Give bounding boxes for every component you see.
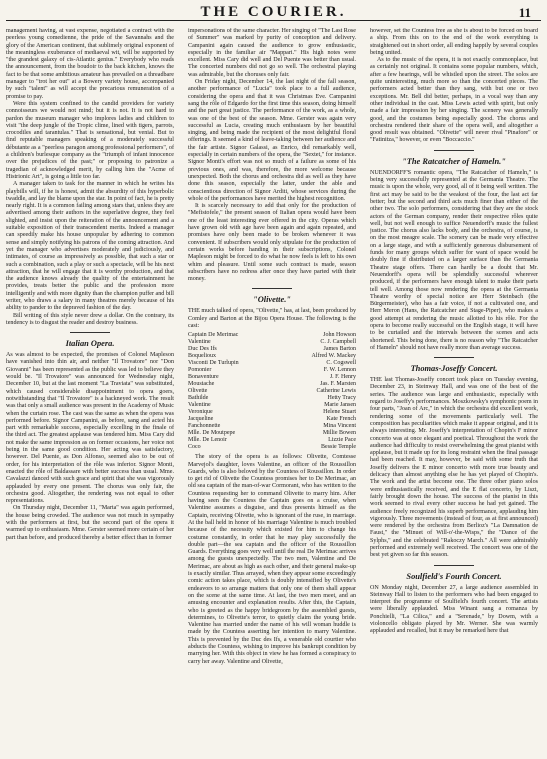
article-paragraph: As to the music of the opera, it is not exactly commonplace, but as certainly not original. It contains some popular numbers, which, after a few hearings, will be whistled upon the street. The solos are quite uninteresting, much more so than the concerted pieces. The performers acted better than they sang, with but one or two exceptions. Mr. Bell did better, perhaps, in a vocal way than any other individual in the cast. Miss Lewis acted with spirit, but only made a fair impression by her singing. The scenery was generally good, and the costumes being especially good. The chorus and orchestra rendered their share of the opera well, and altogether a good result was obtained. "Olivette" will never rival "Pinafore" or "Fatinitza," however, or even "Boccaccio."	[370, 57, 538, 144]
article-paragraph: On Friday night, December 14, the last night of the fall season, another performance of "Lucia" took place to a full audience, considering the opera and that it was Christmas Eve. Campanini sang the rôle of Edgardo for the first time this season, doing himself and the part great justice. The performance of the work, as a whole, was one of the best of the season. Mme. Gerster was again very successful as Lucia, creating much enthusiasm by her beautiful singing, and being made the recipient of the most delightful floral offerings. It seemed a kind of leave-taking between her audience and the fair artiste. Signor Galassi, as Enrico, did remarkably well, especially in certain numbers of the opera, the "Sextet," for instance. Signor Monti's effort was not so much of a failure as some of his previous ones, and was, therefore, the more welcome because unexpected. Both the chorus and orchestra did as well as they have done this season, especially the latter, under the able and conscientious direction of Signor Arditi, whose services during the whole of the performances have merited the highest recognition.	[188, 79, 356, 202]
section-title-soulfield: Soulfield's Fourth Concert.	[406, 571, 502, 581]
article-paragraph: NUENDORFF'S romantic opera, "The Ratcatcher of Hameln," is being very successfully represented at the Germania Theatre. The music is upon the whole, very good, all of it being well written. The first act may be said to be the weakest of the four, the last act far better; but the second and third acts much finer than either of the other two. The solo performers, considering that they are the stock actors of the German company, render their respective rôles quite well, but not well enough to suffice Neuendorff's music the fullest justice. The chorus also lacks body, and the orchestra, of course, is on the most meagre scale. The scenery can be made very effective on a large stage, and with a sufficiently generous disbursement of funds for many groups which suffer for want of space would be doubly fine if distributed on a larger surface than the Germania Theatre stage offers. There can hardly be a doubt that Mr. Neuendorff's opera will be splendidly successful wherever produced, if the performers have enough talent to make their parts tell well. Among those now rendering the opera at the Germania Theatre worthy of special notice are Herr Steinbach (the Bürgermeister), who has a fair voice, if not a cultivated one, and Herr Meron (Hans, the Ratcatcher and Stage-Piper), who makes a good attempt at rendering the music allotted to his rôle. For the opera to become really successful on the English stage, it will have to be curtailed and the intervals between the scenes and acts shortened. This being done, there is no reason why "The Ratcatcher of Hameln" should not have really more than average success.	[370, 169, 538, 351]
article-paragraph: It is scarcely necessary to add that only for the production of "Mefistofele," the present season of Italian opera would have been one of the least interesting ever offered in the city. Operas which have grown old with age have been again and again repeated, and promises have only been made to be broken whenever it was convenient. If subscribers would only stipulate for the production of certain works before handing in their subscriptions, Colonel Mapleson might be forced to do what he now feels is left to his own whim and pleasure. Until some such contract is made, season subscribers have no redress after once they have parted with their money.	[188, 203, 356, 283]
article-paragraph: On Thursday night, December 11, "Marta" was again performed, the house being crowded. The audience was not much in sympathy with the performers at first, but the second part of the opera it warmed up to enthusiasm. Mme. Gerster seemed more certain of her part than before, and produced thereby a better effect than in former	[6, 505, 174, 541]
cast-actor: Helene Stuart	[323, 409, 356, 416]
cast-actor: Mina Vincent	[323, 423, 356, 430]
cast-actor: Alfred W. Mackey	[311, 353, 356, 360]
cast-actor: Marie Jansen	[324, 402, 356, 409]
cast-row	[188, 374, 356, 381]
cast-row	[188, 430, 356, 437]
article-paragraph: Were this system confined to the candid providers for variety connoisseurs we would not mind; but it is not. It is not hard to pardon the museum manager who implores ladies and children to visit "the deep jungle of the Tropic clime, lined with tigers, parrots, crocodiles and tarantulas." That is sensational, but venial. But to find reputable managers speaking of a moderately successful débutante as a "peerless paragon among professional performers", of a children's burlesque company as the "triumph of infant innocence over the prejudices of the past;" or proposing to patronize a tragedian of acknowledged merit, by calling him the "Acme of Histrionic Art", is going a little too far.	[6, 100, 174, 180]
masthead: THE COURIER.	[200, 4, 347, 20]
cast-actor: Jas. F. Marsten	[320, 381, 356, 388]
cast-row	[188, 360, 356, 367]
cast-actor: Lizzie Pace	[328, 437, 356, 444]
cast-role: Veronique	[188, 409, 213, 416]
article-paragraph: THE last Thomas-Joseffy concert took place on Tuesday evening, December 23, in Steinway Hall, and was one of the best of the series. The audience was large and enthusiastic, especially with regard to Joseffy's performances. Moszkowsky's symphonic poem in four parts, "Joan of Arc," in which the orchestra did excellent work, rendering some of the movements particularly well. The composition has peculiarities which make it appear original, and it is always interesting. Mr. Joseffy's interpretation of Chopin's F minor concerto was at once elegant and poetical. Throughout the work the audience had difficulty to resist overwhelming the great pianist with applause, but it made up for its long restraint when the final passage had been reached. It may, however, be said with some truth that Joseffy delivers the E minor concerto with more true beauty and delicacy than almost anything else he has yet played of Chopin's. The work and the artist become one. The three other piano solos were enthusiastically received, and the E flat concerto, by Liszt, fairly brought down the house. The success of the pianist in this work seemed to rival every other success he had yet gained. The audience freely recognized his superb performance, applauding him vigorously. Three movements (instead of four, as at first announced) were rendered by the orchestra from Berlioz's "La Damnation de Faust," the "Minuet of Will-o'-the-Wisps," the "Dance of the Sylphs," and the celebrated "Rakoczy March." All were admirably performed and extremely well received. The concert was one of the best yet given so far this season.	[370, 377, 538, 559]
cast-row	[188, 416, 356, 423]
cast-role: Mlle. De Lenoir	[188, 437, 227, 444]
cast-row	[188, 444, 356, 451]
cast-role: Olivette	[188, 388, 208, 395]
cast-actor: Kate French	[326, 416, 356, 423]
cast-actor: Millie Bowen	[322, 430, 356, 437]
cast-row	[188, 437, 356, 444]
section-title-thomas-joseffy: Thomas-Joseffy Concert.	[410, 364, 498, 374]
cast-role: Visconti De Turlupin	[188, 360, 239, 367]
cast-list	[188, 332, 356, 451]
cast-row	[188, 409, 356, 416]
cast-row	[188, 423, 356, 430]
cast-actor: James Barton	[323, 346, 356, 353]
column-2	[188, 28, 356, 752]
section-divider	[70, 332, 110, 333]
section-divider	[434, 357, 474, 358]
cast-actor: Hetty Tracy	[327, 395, 356, 402]
section-title-italian-opera: Italian Opera.	[65, 339, 115, 349]
cast-row	[188, 388, 356, 395]
cast-actor: Bessie Temple	[321, 444, 356, 451]
article-paragraph: however, set the Countess free as she is about to be forced on board a ship. From this on to the end of the work everything is straightened out in short order, all ending happily by several couples being united.	[370, 28, 538, 56]
section-title-olivette: "Olivette."	[253, 295, 291, 305]
section-divider	[434, 565, 474, 566]
section-divider	[434, 150, 474, 151]
cast-role: Mlle. De Moutpepe	[188, 430, 236, 437]
cast-role: Boquelioux	[188, 353, 216, 360]
article-paragraph: As was almost to be expected, the promises of Colonel Mapleson have vanished into thin air, and neither "Il Trovatore" nor "Don Giovanni" has been represented as the public was led to believe they would be. "Il Trovatore" was announced for Wednesday night, December 10, but at the last moment "La Traviata" was substituted, which caused considerable disappointment to opera goers, notwithstanding that "Il Trovatore" is a hackneyed work. The result was that only a small audience was present in the Academy of Music when the curtain rose. The cast was the same as when the opera was performed before. Signor Campanini, as before, sang and acted his part with remarkable success, especially excelling in the finale of the third act. The greatest applause was tendered him. Miss Cary did not make the same impression as on former occasions, her voice not being in the same good condition. Her acting was satisfactory, however. Del Puente, as Don Alfonso, seemed also to be out of order, for his interpretation of the rôle was inferior. Signor Monti, enacted the rôle of Baldassare with better success than usual. Mme. Cavalazzi danced with such grace and spirit that she was vigorously applauded by every one present. The chorus was only fair, the orchestra good. Altogether, the rendering was not equal to other representations.	[6, 352, 174, 505]
cast-row	[188, 353, 356, 360]
article-paragraph: A manager taken to task for the manner in which he writes his playbills will, if he is honest, admit the absurdity of this hyperbolic twaddle, and lay the blame upon the star. In point of fact, he is pretty nearly right. It is a common failing among stars that, unless they are advertised among their authors in the superlative degree, they feel slighted, and insist upon the reiteration of the announcement and a suitable exposition of their transcendent merits. Indeed a manager can speedily make his house unpopular by adhering to common sense and simply notifying his patrons of the coming attraction. And yet the manager who advertises moderately and judiciously, and intimates, of course as impressively as possible, that such a star or such a combination, such a play or such a spectacle, will be his next attraction, that he will engage that it is worthy production, and that the audience knows already the quality of the entertainment he provides, treats better the public and the profession more intelligently and with more dignity than the champion puffer and bill writer, who draws a salary in many theatres merely because of his ability to pander to the depraved fashion of the day.	[6, 181, 174, 312]
cast-role: Pomonier	[188, 367, 212, 374]
cast-row	[188, 367, 356, 374]
cast-role: Jacqueline	[188, 416, 214, 423]
cast-actor: C. J. Campbell	[320, 339, 356, 346]
cast-role: Bonaventure	[188, 374, 219, 381]
cast-actor: John Howson	[323, 332, 356, 339]
cast-role: Fanchonnette	[188, 423, 221, 430]
cast-role: Coco	[188, 444, 201, 451]
cast-row	[188, 395, 356, 402]
cast-actor: J. F. Henry	[329, 374, 356, 381]
cast-role: Moustache	[188, 381, 215, 388]
article-paragraph: impersonations of the same character. Her singing of "The Last Rose of Summer" was marked by purity of conception and delivery. Campanini again caused the audience to grow enthusiastic, especially in the familiar air "Mappari." His high notes were excellent. Miss Cary did well and Del Puente was better than usual. The concerted numbers did not go so well. The orchestral playing was admirable, but the choruses only fair.	[188, 28, 356, 78]
header-rule	[6, 20, 541, 21]
cast-actor: F. W. Lennon	[323, 367, 356, 374]
cast-actor: Catherine Lewis	[316, 388, 356, 395]
article-paragraph: Bill writing of this style never drew a dollar. On the contrary, its tendency is to disgust the reader and destroy business.	[6, 312, 174, 326]
cast-row	[188, 402, 356, 409]
cast-row	[188, 332, 356, 339]
article-paragraph: management having, at vast expense, negotiated a contract with the peerless young comedienne, the pride of the Savannahs and the glory of the American continent, that sublimely original exponent of the meaningless exuberance of mediaeval wit, will be supported by "the grandest galaxy of cis-Atlantic genius." Everybody who reads the announcement, from the boudoir to the back kitchen, knows the fact to be that some ambitious amateur has prevailed on a threadbare manager to "trot her out" at a Bowery variety house, accompanied by such "talent" as will accept the precarious remuneration of a promise to pay.	[6, 28, 174, 100]
section-title-ratcatcher: "The Ratcatcher of Hameln."	[402, 156, 506, 166]
cast-role: Duc Des Ifs	[188, 346, 217, 353]
cast-role: Captain De Merimac	[188, 332, 239, 339]
cast-role: Valentine	[188, 402, 211, 409]
cast-role: Bathilde	[188, 395, 209, 402]
cast-row	[188, 381, 356, 388]
article-paragraph: ON Monday night, December 27, a large audience assembled in Steinway Hall to listen to the performers who had been engaged to interpret the programme of Soulfield's fourth concert. The artists were liberally applauded. Miss Winant sang a romanza by Ponchielli, "La Cilica," and a "Serenade," by Dowm, with a violoncello obligato played by Mr. Werner. She was warmly applauded and recalled, but it may be remarked here that	[370, 584, 538, 635]
article-paragraph: The story of the opera is as follows: Olivette, Comtesse Marvejol's daughter, loves Valentine, an officer of the Roussillon Guards, who is also beloved by the Countess of Roussillon. In order to get rid of Olivette the Countess promises her to De Merimac, an old sea captain of the man-of-war Cormorant, who has written to the Countess requesting her to command Olivette to marry him. After having seen the Countess the Captain goes on a cruise, when Valentine assumes a disguise, and thus presents himself as the Captain, receiving Olivette, who is ignorant of the ruse, in marriage. At the ball held in honor of his marriage Valentine is much troubled because of the necessity which existed for him to change his costume constantly, in order that he may play successfully the double part—the sea captain and the officer of the Roussillon Guards. Everything goes very well until the real De Merimac arrives among the guests unexpectedly. The two men, Valentine and De Merimac, are about as high as each other, and their general make-up is exactly similar. Thus arrayed, when they appear some exceedingly comic action takes place, which is doubly intensified by Olivette's endeavors to so arrange matters that only one of them shall appear on the scene at the same time. At last, the two men meet, and an amusing encounter and explanation results. After this, the Captain, who is greeted as the happy bridegroom by the assembled guests, determines, to Olivette's terror, to quietly claim the young bride. Valentine has married under the name of his will woman huddle is made by the Countess asserting her intention to marry Valentine. This is prevented by the Duc des Ifs, a venerable old courtier who abducts the Countess, wishing to improve his bankrupt condition by marrying her. With this object in view he has formed a conspiracy to carry her away. Valentine and Olivette,	[188, 454, 356, 665]
column-1	[6, 28, 174, 752]
column-3	[370, 28, 538, 752]
cast-actor: C. Cogswell	[326, 360, 356, 367]
page-number: 11	[518, 5, 531, 20]
section-divider	[252, 288, 292, 289]
article-paragraph: THE much talked of opera, "Olivette," has, at last, been produced by Comley and Barton at the Bijou Opera House. The following is the cast:	[188, 308, 356, 329]
cast-role: Valentine	[188, 339, 211, 346]
